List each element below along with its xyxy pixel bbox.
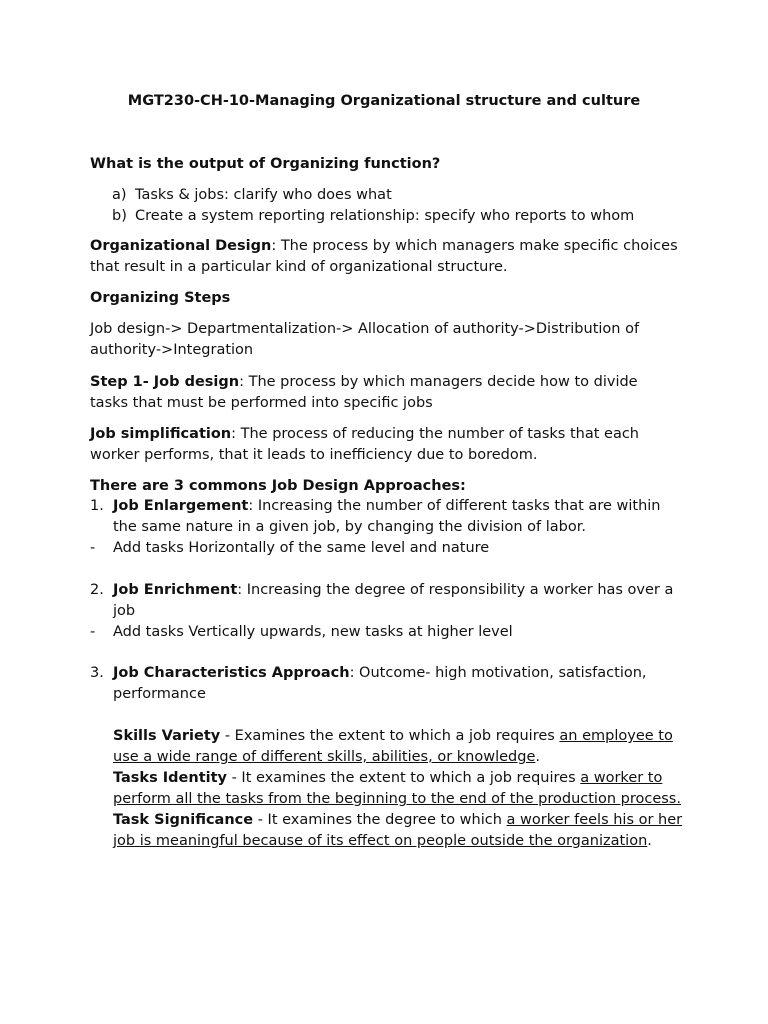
step1-text: : The process by which managers decide how to divide tasks that must be performed into specific jobs	[90, 374, 638, 411]
outputs-list	[112, 185, 712, 227]
org-design-text: : The process by which managers make specific choices that result in a particular kind of organizational structure.	[90, 238, 678, 275]
characteristic-term: Skills Variety	[113, 728, 221, 744]
approach-term: Job Enrichment	[113, 582, 238, 598]
approaches-heading	[90, 476, 680, 497]
characteristic-underlined: a worker to perform all the tasks from the beginning to the end of the production process.	[113, 770, 681, 807]
step1-term: Step 1- Job design	[90, 374, 240, 390]
characteristic-tail: .	[535, 749, 540, 765]
steps-paragraph: Job design-> Departmentalization-> Allocation of authority->Distribution of authority->Integration	[90, 321, 640, 358]
characteristic-tail: .	[647, 833, 652, 849]
question-heading	[90, 154, 680, 175]
approach-text: : Outcome- high motivation, satisfaction, performance	[113, 665, 647, 702]
steps-heading-text: Organizing Steps	[90, 290, 231, 306]
simplification-text: : The process of reducing the number of tasks that each worker performs, that it leads to inefficiency due to boredom.	[90, 426, 639, 463]
list-marker: b)	[112, 208, 127, 224]
simplification-term: Job simplification	[90, 426, 232, 442]
list-marker: 3.	[90, 665, 104, 681]
approach-description	[113, 496, 678, 538]
list-item	[112, 206, 712, 227]
characteristic-lead: - It examines the degree to which	[253, 812, 507, 828]
approach-term: Job Enlargement	[113, 498, 249, 514]
org-design-term: Organizational Design	[90, 238, 272, 254]
characteristic-underlined: an employee to use a wide range of different skills, abilities, or knowledge	[113, 728, 673, 765]
characteristic-underlined: a worker feels his or her job is meaningful because of its effect on people outside the organization	[113, 812, 683, 849]
approach-note	[90, 622, 690, 643]
approach-note	[90, 538, 690, 559]
approach-note-text: Add tasks Horizontally of the same level and nature	[113, 540, 490, 556]
steps-heading	[90, 288, 680, 309]
approach-term: Job Characteristics Approach	[113, 665, 350, 681]
list-marker: 2.	[90, 582, 104, 598]
approach-item	[90, 663, 690, 705]
characteristic-lead: - Examines the extent to which a job requires	[220, 728, 560, 744]
dash-marker: -	[90, 624, 96, 640]
org-design-paragraph	[90, 236, 680, 278]
approach-description	[113, 663, 678, 705]
list-item	[112, 185, 712, 206]
approaches-heading-text: There are 3 commons Job Design Approaches:	[90, 478, 466, 494]
characteristic-term: Tasks Identity	[113, 770, 227, 786]
characteristic-item	[113, 810, 688, 852]
question-text: What is the output of Organizing function?	[90, 156, 441, 172]
dash-marker: -	[90, 540, 96, 556]
approach-item	[90, 496, 690, 538]
characteristic-item	[113, 726, 688, 768]
approach-description	[113, 580, 678, 622]
list-marker: 1.	[90, 498, 104, 514]
characteristic-lead: - It examines the extent to which a job requires	[226, 770, 581, 786]
list-marker: a)	[112, 187, 127, 203]
characteristic-item	[113, 768, 688, 810]
step1-paragraph	[90, 372, 680, 414]
list-item-text: Tasks & jobs: clarify who does what	[135, 187, 392, 203]
approach-note-text: Add tasks Vertically upwards, new tasks at higher level	[113, 624, 513, 640]
simplification-paragraph	[90, 424, 680, 466]
characteristic-term: Task Significance	[113, 812, 254, 828]
characteristics-list	[113, 726, 688, 852]
approach-item	[90, 580, 690, 622]
document-title: MGT230-CH-10-Managing Organizational structure and culture	[127, 93, 641, 109]
approach-body	[113, 663, 678, 705]
approach-body	[113, 496, 678, 538]
list-item-text: Create a system reporting relationship: specify who reports to whom	[135, 208, 635, 224]
approach-text: : Increasing the degree of responsibility a worker has over a job	[113, 582, 674, 619]
approach-text: : Increasing the number of different tasks that are within the same nature in a given job, by changing the division of labor.	[113, 498, 661, 535]
approach-body	[113, 580, 678, 622]
